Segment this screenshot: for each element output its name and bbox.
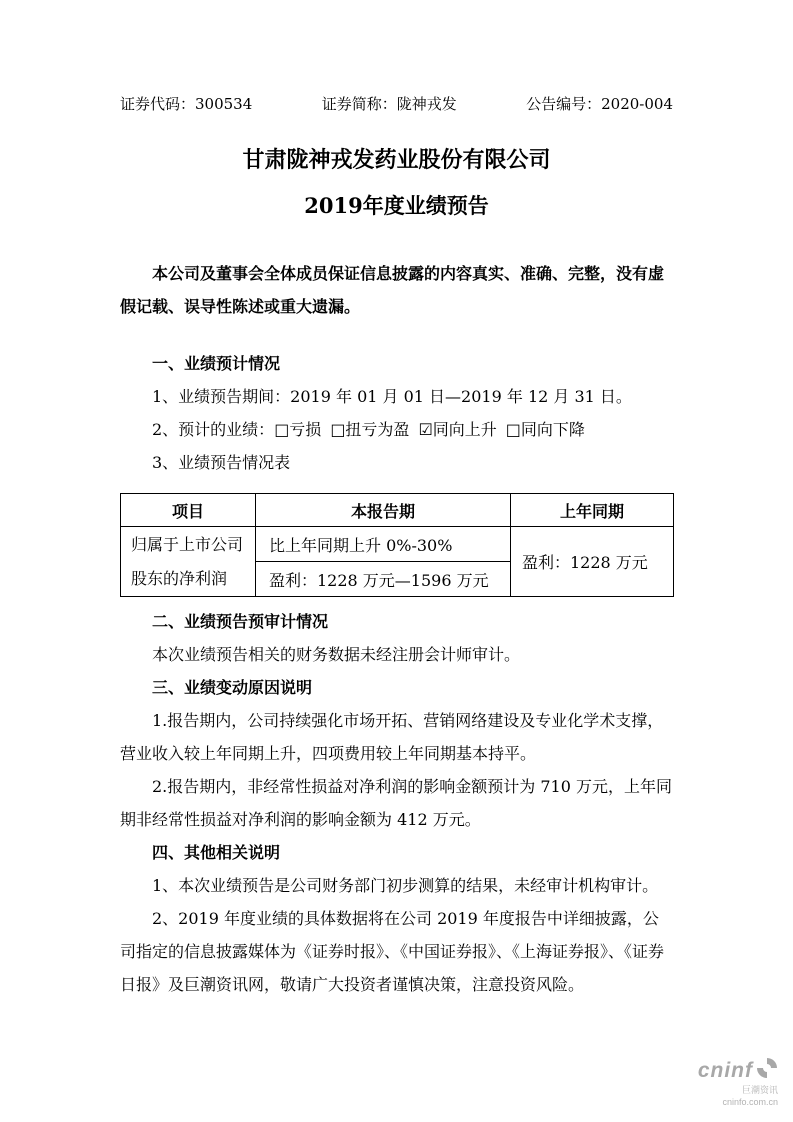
forecast-period-line: 1、业绩预告期间：2019 年 01 月 01 日—2019 年 12 月 31 日。 [152,387,632,406]
table-header-row [121,494,674,527]
checkbox-option-turn-profitable: □扭亏为盈 [330,420,410,439]
section4-paragraph-2: 2、2019 年度业绩的具体数据将在公司 2019 年度报告中详细披露，公司指定的信息披露媒体为《证券时报》、《中国证券报》、《上海证券报》、《证券日报》及巨潮资讯网，敬请广大投资者谨慎决策，注意投资风险。 [120,909,665,994]
forecast-table [120,493,674,597]
section3-heading: 三、业绩变动原因说明 [152,678,313,697]
cninfo-logo [698,1057,778,1108]
cninfo-logo-row [698,1057,778,1084]
stock-code: 证券代码：300534 [120,95,253,113]
section2-heading: 二、业绩预告预审计情况 [152,612,329,631]
checkbox-option-same-direction-down: □同向下降 [505,420,585,439]
section1-heading: 一、业绩预计情况 [152,354,281,373]
checkbox-option-loss: □亏损 [274,420,322,439]
table-cell-change-range: 比上年同期上升 0%-30% [256,527,511,562]
cninfo-swirl-icon [756,1057,778,1084]
document-title: 2019年度业绩预告 [304,193,489,218]
section2-body: 本次业绩预告相关的财务数据未经注册会计师审计。 [152,645,521,664]
cninfo-logo-text: cninf [697,1058,753,1082]
table-cell-net-profit-item: 归属于上市公司股东的净利润 [121,527,256,597]
announcement-number: 公告编号：2020-004 [526,95,673,113]
section3-paragraph-1: 1.报告期内，公司持续强化市场开拓、营销网络建设及专业化学术支撑，营业收入较上年同期上升，四项费用较上年同期基本持平。 [120,711,664,763]
stock-abbr: 证券简称：陇神戎发 [321,95,457,113]
company-name-title: 甘肃陇神戎发药业股份有限公司 [242,147,551,173]
document-header [120,95,673,113]
cninfo-brand-cn: 巨潮资讯 [741,1085,778,1095]
table-header-prior-period: 上年同期 [511,494,674,527]
forecast-table-caption: 3、业绩预告情况表 [152,453,291,472]
forecast-type-line [120,413,673,446]
table-cell-profit-range: 盈利：1228 万元—1596 万元 [256,562,511,597]
disclosure-statement: 本公司及董事会全体成员保证信息披露的内容真实、准确、完整，没有虚假记载、误导性陈述或重大遗漏。 [120,264,665,316]
table-header-current-period: 本报告期 [256,494,511,527]
checkbox-option-same-direction-up: ☑同向上升 [418,420,497,439]
forecast-type-prefix: 2、预计的业绩： [152,420,275,439]
table-cell-prior-profit: 盈利：1228 万元 [511,527,674,597]
section4-paragraph-1: 1、本次业绩预告是公司财务部门初步测算的结果，未经审计机构审计。 [152,876,659,895]
table-header-item: 项目 [121,494,256,527]
section4-heading: 四、其他相关说明 [152,843,281,862]
table-row [121,527,674,562]
cninfo-brand-url: cninfo.com.cn [722,1097,778,1107]
section3-paragraph-2: 2.报告期内，非经常性损益对净利润的影响金额预计为 710 万元，上年同期非经常性损益对净利润的影响金额为 412 万元。 [120,777,672,829]
